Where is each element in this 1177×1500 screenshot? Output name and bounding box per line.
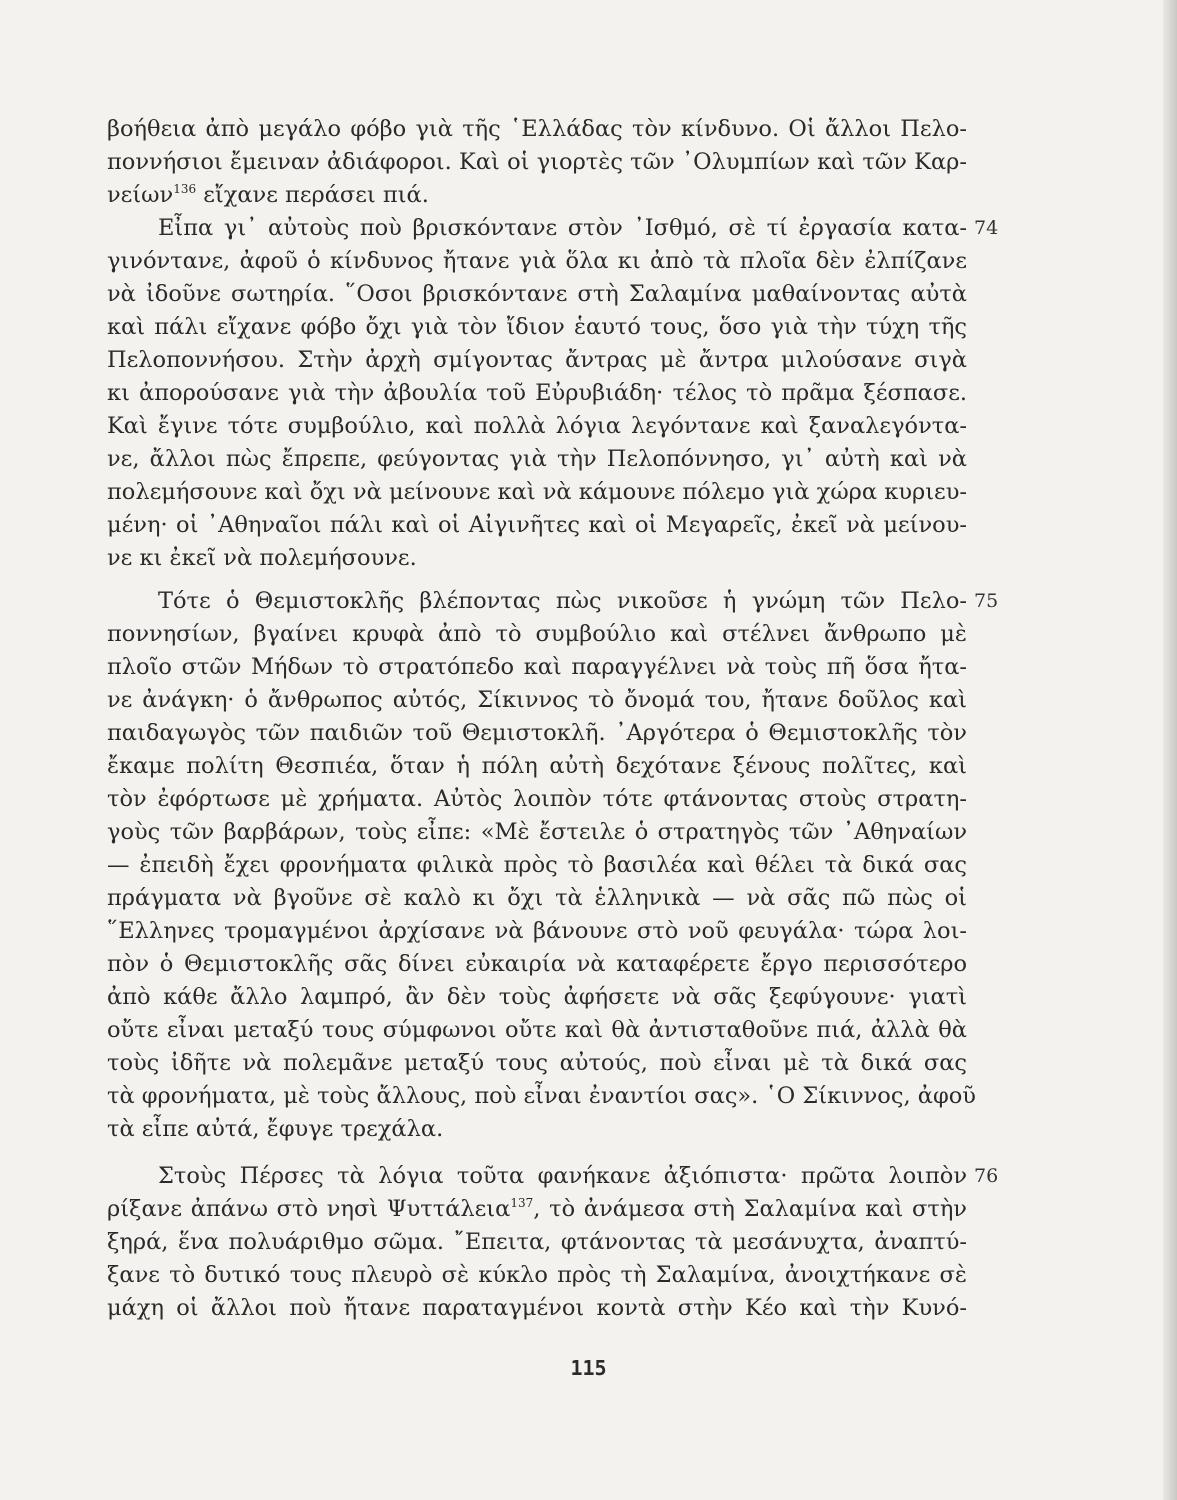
text-line: ποννησίων, βγαίνει κρυφὰ ἀπὸ τὸ συμβούλιο καὶ στέλνει ἄνθρωπο μὲ (107, 621, 967, 647)
text-line: νε ἀνάγκη· ὁ ἄνθρωπος αὐτός, Σίκιννος τὸ ὄνομά του, ἤτανε δοῦλος καὶ (107, 687, 967, 713)
text-line: γινόντανε, ἀφοῦ ὁ κίνδυνος ἤτανε γιὰ ὅλα κι ἀπὸ τὰ πλοῖα δὲν ἐλπίζανε (107, 248, 967, 274)
text-line: τὸν ἐφόρτωσε μὲ χρήματα. Αὐτὸς λοιπὸν τότε φτάνοντας στοὺς στρατη- (107, 786, 967, 812)
text-line: ρίξανε ἀπάνω στὸ νησὶ Ψυττάλεια$^{137}$, τὸ ἀνάμεσα στὴ Σαλαμίνα καὶ στὴν (107, 1196, 967, 1222)
text-line: νείων$^{136}$ εἴχανε περάσει πιά. (107, 182, 429, 208)
footnote-ref: 137 (510, 1196, 534, 1210)
text-line: — ἐπειδὴ ἔχει φρονήματα φιλικὰ πρὸς τὸ βασιλέα καὶ θέλει τὰ δικά σας (107, 852, 967, 878)
text-line: Πελοποννήσου. Στὴν ἀρχὴ σμίγοντας ἄντρας μὲ ἄντρα μιλούσανε σιγὰ (107, 347, 967, 373)
text-line: οὔτε εἶναι μεταξύ τους σύμφωνοι οὔτε καὶ θὰ ἀντισταθοῦνε πιά, ἀλλὰ θὰ (107, 1017, 967, 1043)
text-line: ῞Ελληνες τρομαγμένοι ἀρχίσανε νὰ βάνουνε στὸ νοῦ φευγάλα· τώρα λοι- (107, 918, 967, 944)
text-line: νε κι ἐκεῖ νὰ πολεμήσουνε. (107, 545, 417, 571)
footnote-ref: 136 (173, 182, 197, 196)
text-line: πλοῖο στῶν Μήδων τὸ στρατόπεδο καὶ παραγγέλνει νὰ τοὺς πῆ ὅσα ἤτα- (107, 654, 967, 680)
text-line: πὸν ὁ Θεμιστοκλῆς σᾶς δίνει εὐκαιρία νὰ καταφέρετε ἔργο περισσότερο (107, 951, 967, 977)
text-line: ποννήσιοι ἔμειναν ἀδιάφοροι. Καὶ οἱ γιορτὲς τῶν ᾿Ολυμπίων καὶ τῶν Καρ- (107, 149, 967, 175)
text-line: Καὶ ἔγινε τότε συμβούλιο, καὶ πολλὰ λόγια λεγόντανε καὶ ξαναλεγόντα- (107, 413, 967, 439)
text-line: νε, ἄλλοι πὼς ἔπρεπε, φεύγοντας γιὰ τὴν Πελοπόννησο, γι᾿ αὐτὴ καὶ νὰ (107, 446, 967, 472)
text-line: ἔκαμε πολίτη Θεσπιέα, ὅταν ἡ πόλη αὐτὴ δεχότανε ξένους πολῖτες, καὶ (107, 753, 967, 779)
text-line: παιδαγωγὸς τῶν παιδιῶν τοῦ Θεμιστοκλῆ. ᾿Αργότερα ὁ Θεμιστοκλῆς τὸν (107, 720, 967, 746)
margin-number: 75 (974, 590, 999, 612)
text-line: τὰ φρονήματα, μὲ τοὺς ἄλλους, ποὺ εἶναι ἐναντίοι σας». ῾Ο Σίκιννος, ἀφοῦ (107, 1083, 976, 1109)
text-line: τὰ εἶπε αὐτά, ἔφυγε τρεχάλα. (107, 1116, 444, 1142)
text-line: μένη· οἱ ᾿Αθηναῖοι πάλι καὶ οἱ Αἰγινῆτες καὶ οἱ Μεγαρεῖς, ἐκεῖ νὰ μείνου- (107, 512, 967, 538)
text-line: νὰ ἰδοῦνε σωτηρία. ῞Οσοι βρισκόντανε στὴ Σαλαμίνα μαθαίνοντας αὐτὰ (107, 281, 967, 307)
text-line: Στοὺς Πέρσες τὰ λόγια τοῦτα φανήκανε ἀξιόπιστα· πρῶτα λοιπὸν (158, 1163, 967, 1189)
margin-number: 76 (974, 1165, 999, 1187)
text-line: πράγματα νὰ βγοῦνε σὲ καλὸ κι ὄχι τὰ ἑλληνικὰ — νὰ σᾶς πῶ πὼς οἱ (107, 885, 967, 911)
text-line: τοὺς ἰδῆτε νὰ πολεμᾶνε μεταξύ τους αὐτούς, ποὺ εἶναι μὲ τὰ δικά σας (107, 1050, 967, 1076)
text-line: πολεμήσουνε καὶ ὄχι νὰ μείνουνε καὶ νὰ κάμουνε πόλεμο γιὰ χώρα κυριευ- (107, 479, 967, 505)
text-line: μάχη οἱ ἄλλοι ποὺ ἤτανε παραταγμένοι κοντὰ στὴν Κέο καὶ τὴν Κυνό- (107, 1295, 967, 1321)
text-line: ξανε τὸ δυτικό τους πλευρὸ σὲ κύκλο πρὸς τὴ Σαλαμίνα, ἀνοιχτήκανε σὲ (107, 1262, 967, 1288)
text-line: γοὺς τῶν βαρβάρων, τοὺς εἶπε: «Μὲ ἔστειλε ὁ στρατηγὸς τῶν ᾿Αθηναίων (107, 819, 967, 845)
text-line: βοήθεια ἀπὸ μεγάλο φόβο γιὰ τῆς ῾Ελλάδας τὸν κίνδυνο. Οἱ ἄλλοι Πελο- (107, 116, 967, 142)
margin-number: 74 (974, 217, 999, 239)
text-line: ξηρά, ἕνα πολυάριθμο σῶμα. ῎Επειτα, φτάνοντας τὰ μεσάνυχτα, ἀναπτύ- (107, 1229, 967, 1255)
text-line: Εἶπα γι᾿ αὐτοὺς ποὺ βρισκόντανε στὸν ᾿Ισθμό, σὲ τί ἐργασία κατα- (158, 215, 967, 241)
text-line: ἀπὸ κάθε ἄλλο λαμπρό, ἂν δὲν τοὺς ἀφήσετε νὰ σᾶς ξεφύγουνε· γιατὶ (107, 984, 967, 1010)
text-line: καὶ πάλι εἴχανε φόβο ὄχι γιὰ τὸν ἴδιον ἑαυτό τους, ὅσο γιὰ τὴν τύχη τῆς (107, 314, 967, 340)
text-line: Τότε ὁ Θεμιστοκλῆς βλέποντας πὼς νικοῦσε ἡ γνώμη τῶν Πελο- (158, 588, 967, 614)
text-line: κι ἀπορούσανε γιὰ τὴν ἀβουλία τοῦ Εὐρυβιάδη· τέλος τὸ πρᾶμα ξέσπασε. (107, 380, 967, 406)
page-number: 115 (570, 1356, 607, 1380)
